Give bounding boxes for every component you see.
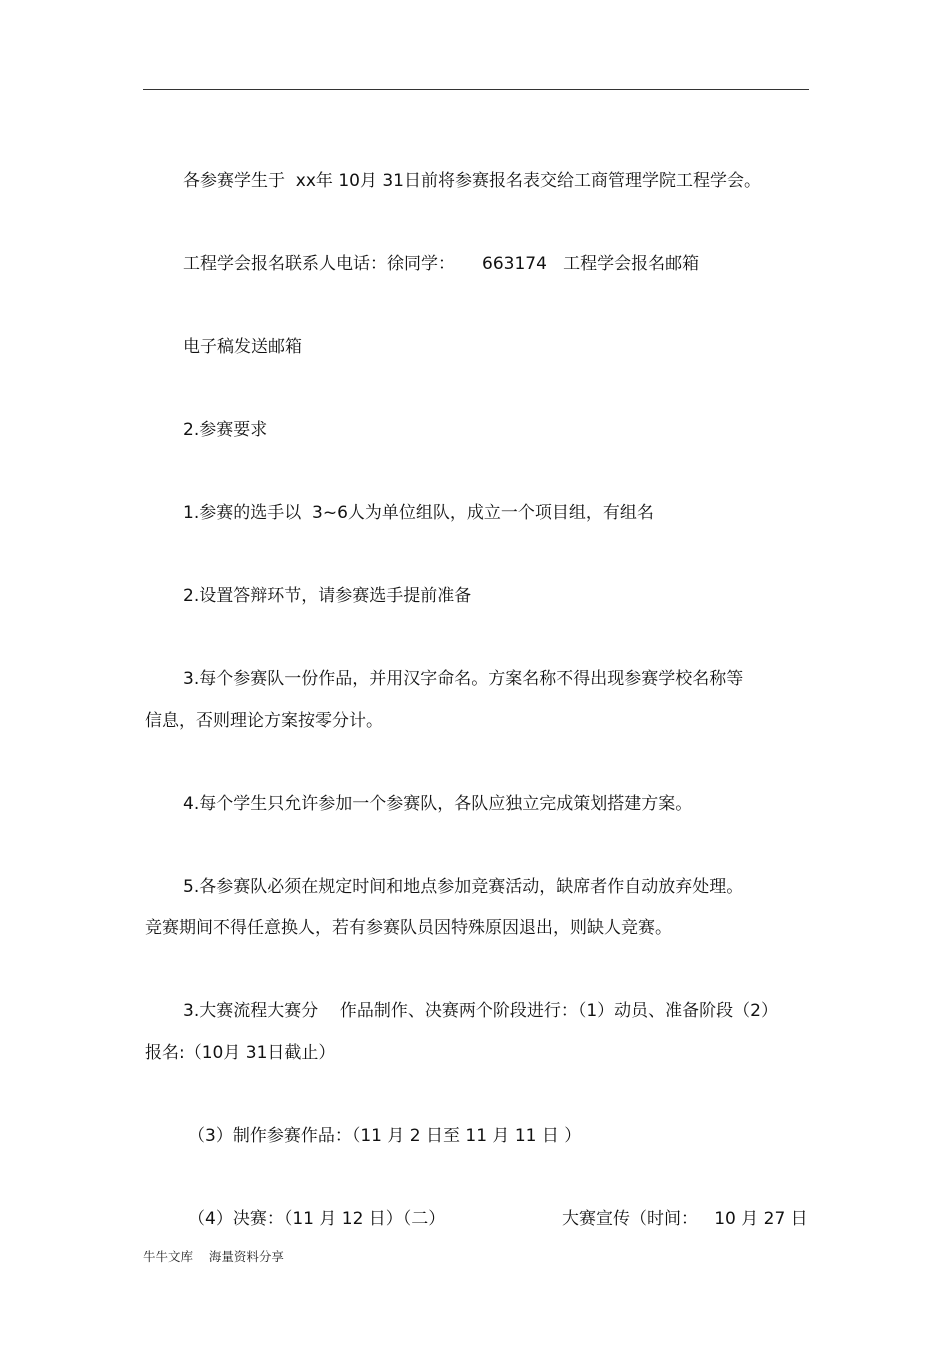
paragraph-submission-deadline: 各参赛学生于 xx年 10月 31日前将参赛报名表交给工商管理学院工程学会。 — [183, 171, 761, 191]
requirement-item-5-line-2: 竞赛期间不得任意换人，若有参赛队员因特殊原因退出，则缺人竞赛。 — [145, 918, 672, 938]
requirement-item-2: 2.设置答辩环节，请参赛选手提前准备 — [183, 586, 472, 606]
requirement-item-5-line-1: 5.各参赛队必须在规定时间和地点参加竞赛活动，缺席者作自动放弃处理。 — [183, 877, 744, 897]
section-process-line-2: 报名:（10月 31日截止） — [145, 1043, 336, 1063]
promotion-time: 大赛宣传（时间： 10 月 27 日 — [562, 1209, 808, 1229]
requirement-item-3-line-2: 信息，否则理论方案按零分计。 — [145, 711, 383, 731]
requirement-item-4: 4.每个学生只允许参加一个参赛队，各队应独立完成策划搭建方案。 — [183, 794, 693, 814]
section-heading-requirements: 2.参赛要求 — [183, 420, 268, 440]
process-step-4: （4）决赛：（11 月 12 日）（二） — [188, 1209, 446, 1229]
paragraph-contact-phone: 工程学会报名联系人电话：徐同学： 663174 工程学会报名邮箱 — [183, 254, 700, 274]
process-step-3: （3）制作参赛作品：（11 月 2 日至 11 月 11 日 ） — [188, 1126, 582, 1146]
header-rule — [143, 89, 809, 90]
paragraph-email: 电子稿发送邮箱 — [183, 337, 302, 357]
footer-watermark: 牛牛文库 海量资料分享 — [143, 1249, 284, 1264]
requirement-item-3-line-1: 3.每个参赛队一份作品，并用汉字命名。方案名称不得出现参赛学校名称等 — [183, 669, 744, 689]
requirement-item-1: 1.参赛的选手以 3~6人为单位组队，成立一个项目组，有组名 — [183, 503, 654, 523]
section-process-line-1: 3.大赛流程大赛分 作品制作、决赛两个阶段进行：（1）动员、准备阶段（2） — [183, 1001, 778, 1021]
